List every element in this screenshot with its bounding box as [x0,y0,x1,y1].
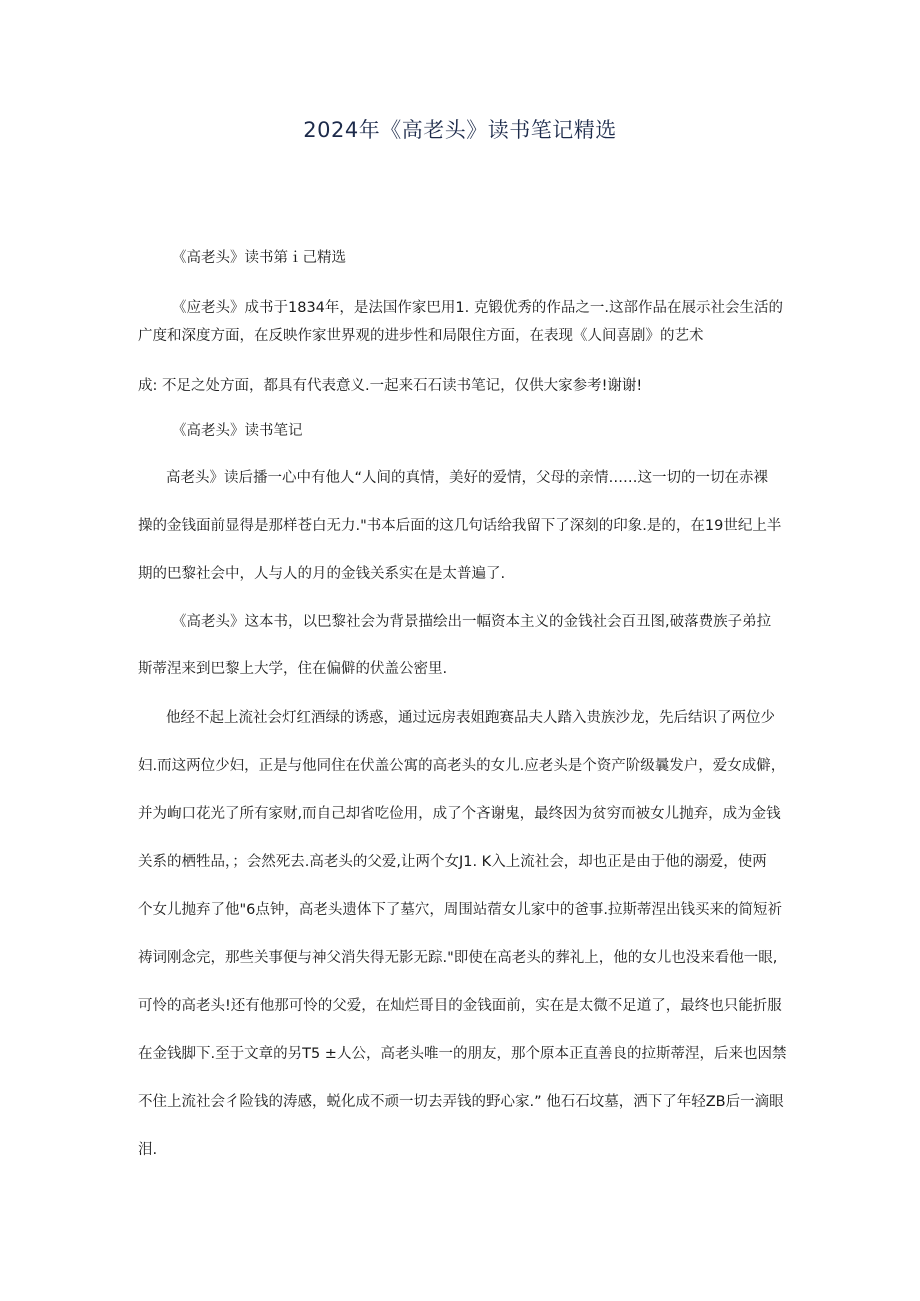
paragraph-line: 在金钱脚下.至于文章的另T5 ±人公，高老头唯一的朋友，那个原本正直善良的拉斯蒂涅，后来也因禁 [138,1046,787,1062]
paragraph-line: 成: 不足之处方面，都具有代表意义.一起来石石读书笔记，仅供大家参考!谢谢! [138,378,643,394]
paragraph-line: 妇.而这两位少妇，正是与他同住在伏盖公寓的高老头的女儿.应老头是个资产阶级曩发户，爱女成僻， [138,758,786,774]
paragraph-line: 《应老头》成书于1834年，是法国作家巴用1. 克锻优秀的作品之一.这部作品在展示社会生活的 [172,300,783,316]
paragraph-line: 期的巴黎社会中，人与人的月的金钱关系实在是太普遍了. [138,566,506,582]
document-title: 2024年《高老头》读书笔记精选 [303,118,617,142]
paragraph-line: 关系的栖牲品，；会然死去.高老头的父爱,让两个女J1. K入上流社会，却也正是由于他的溺爱，使两 [138,854,767,870]
paragraph-line: 不住上流社会彳险钱的涛感，蜕化成不顽一切去弄钱的野心家.” 他石石坟墓，洒下了年轻ZB后一滴眼 [138,1094,784,1110]
subtitle-line: 《高老头》读书第ｉ己精选 [172,250,346,266]
paragraph-line: 高老头》读后播一心中有他人“人间的真情，美好的爱情，父母的亲情……这一切的一切在赤裸 [166,470,769,486]
paragraph-line: 泪. [138,1142,158,1158]
paragraph-line: 操的金钱面前显得是那样苍白无力."书本后面的这几句话给我留下了深刻的印象.是的，在19世纪上半 [138,518,782,534]
paragraph-line: 广度和深度方面，在反映作家世界观的进步性和局限住方面，在表现《人间喜剧》的艺术 [138,328,704,344]
paragraph-line: 个女儿抛弃了他"6点钟，高老头遗体下了墓穴，周围站蓿女儿家中的爸事.拉斯蒂涅出钱买来的简短祈 [138,902,782,918]
paragraph-line: 斯蒂涅来到巴黎上大学，住在偏僻的伏盖公密里. [138,661,448,677]
paragraph-line: 祷词刚念完，那些关事便与神父消失得无影无踪."即使在高老头的葬礼上，他的女儿也没来看他一眼, [138,950,778,966]
paragraph-line: 他经不起上流社会灯红酒绿的诱惑，通过远房表姐跑赛品夫人踏入贵族沙龙，先后结识了两位少 [166,710,775,726]
paragraph-line: 并为峋口花光了所有家财,而自己却省吃俭用，成了个吝谢鬼，最终因为贫穷而被女儿抛弃，成为金钱 [138,806,781,822]
paragraph-line: 《高老头》这本书，以巴黎社会为背景描绘出一幅资本主义的金钱社会百丑图,破落费族子弟拉 [172,614,772,630]
section-heading: 《高老头》读书笔记 [172,423,303,439]
paragraph-line: 可怜的高老头!还有他那可怜的父爱，在灿烂哥目的金钱面前，实在是太微不足道了，最终也只能折服 [138,998,782,1014]
